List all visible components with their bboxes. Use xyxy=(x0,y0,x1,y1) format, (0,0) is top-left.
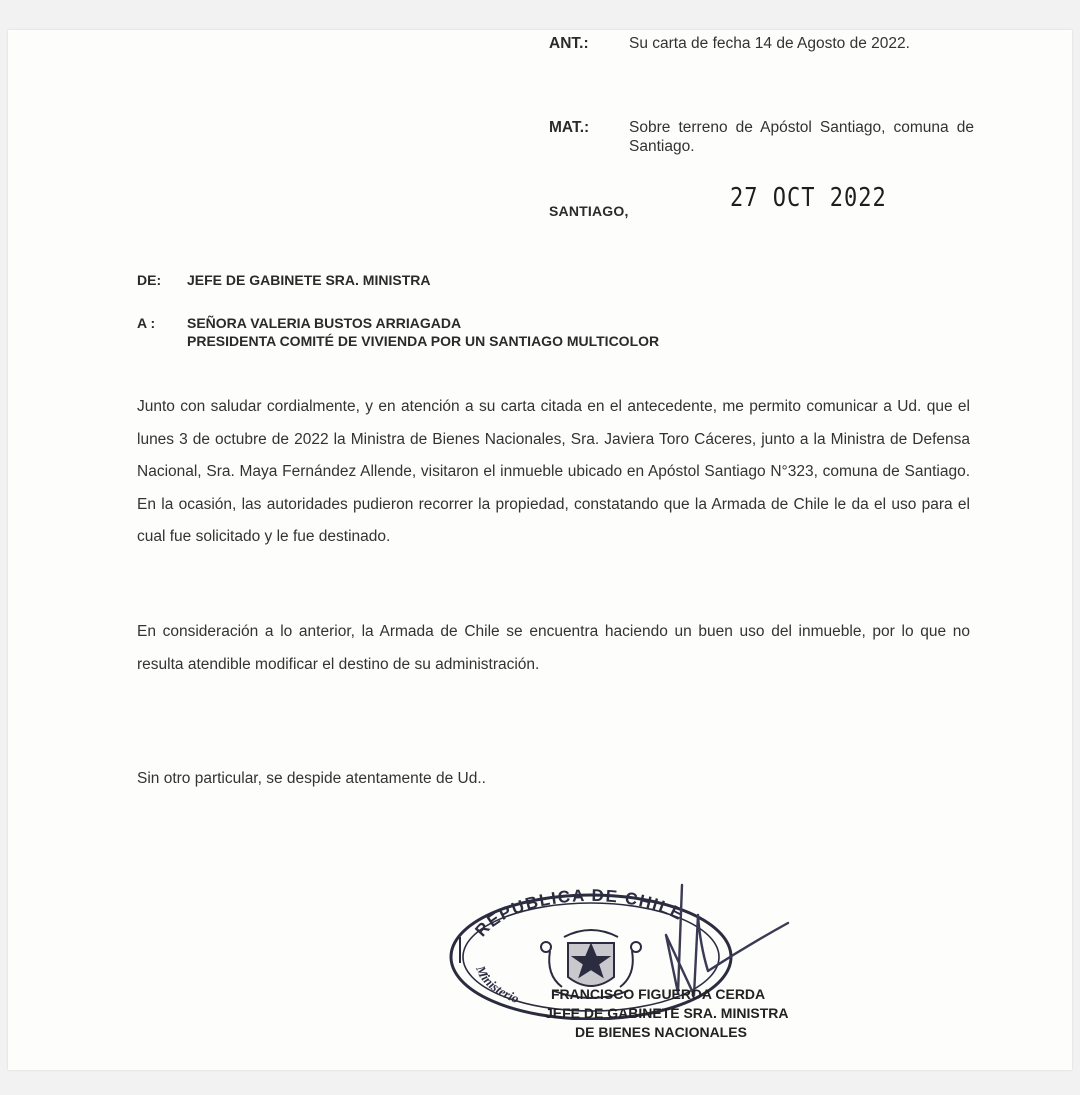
from-name: JEFE DE GABINETE SRA. MINISTRA xyxy=(187,272,431,288)
signatory-title: JEFE DE GABINETE SRA. MINISTRA xyxy=(545,1005,789,1021)
ant-text: Su carta de fecha 14 de Agosto de 2022. xyxy=(629,35,910,52)
seal-side-text: Ministerio xyxy=(473,963,522,1007)
reference-mat xyxy=(549,118,974,156)
from-label: DE: xyxy=(137,272,162,288)
from-line xyxy=(137,271,430,289)
signatory-name: FRANCISCO FIGUEROA CERDA xyxy=(551,986,766,1002)
signatory-org: DE BIENES NACIONALES xyxy=(575,1024,747,1040)
body-paragraph-2: En consideración a lo anterior, la Armada de Chile se encuentra haciendo un buen uso del inmueble, por lo que no resulta atendible modificar el destino de su administración. xyxy=(137,623,970,673)
signature-block xyxy=(545,985,788,1042)
seal-top-text: REPUBLICA DE CHILE xyxy=(471,885,687,941)
place-label: SANTIAGO, xyxy=(549,203,629,219)
mat-label: MAT.: xyxy=(549,119,590,136)
mat-text: Sobre terreno de Apóstol Santiago, comuna de Santiago. xyxy=(629,119,974,155)
to-name: SEÑORA VALERIA BUSTOS ARRIAGADA xyxy=(187,315,462,331)
to-label: A : xyxy=(137,315,156,331)
to-position: PRESIDENTA COMITÉ DE VIVIENDA POR UN SANTIAGO MULTICOLOR xyxy=(187,333,660,349)
document-page xyxy=(8,30,1072,1070)
closing-line: Sin otro particular, se despide atentamente de Ud.. xyxy=(137,770,486,787)
reference-ant xyxy=(549,34,974,53)
date-stamp: 27 OCT 2022 xyxy=(730,183,887,214)
body-paragraph-1: Junto con saludar cordialmente, y en atención a su carta citada en el antecedente, me permito comunicar a Ud. que el lunes 3 de octubre de 2022 la Ministra de Bienes Nacionales, Sra. Javiera Toro Cáceres, junto a la Ministra de Defensa Nacional, Sra. Maya Fernández Allende, visitaron el inmueble ubicado en Apóstol Santiago N°323, comuna de Santiago. En la ocasión, las autoridades pudieron recorrer la propiedad, constatando que la Armada de Chile le da el uso para el cual fue solicitado y le fue destinado. xyxy=(137,398,970,545)
to-line xyxy=(137,314,659,350)
ant-label: ANT.: xyxy=(549,35,589,52)
